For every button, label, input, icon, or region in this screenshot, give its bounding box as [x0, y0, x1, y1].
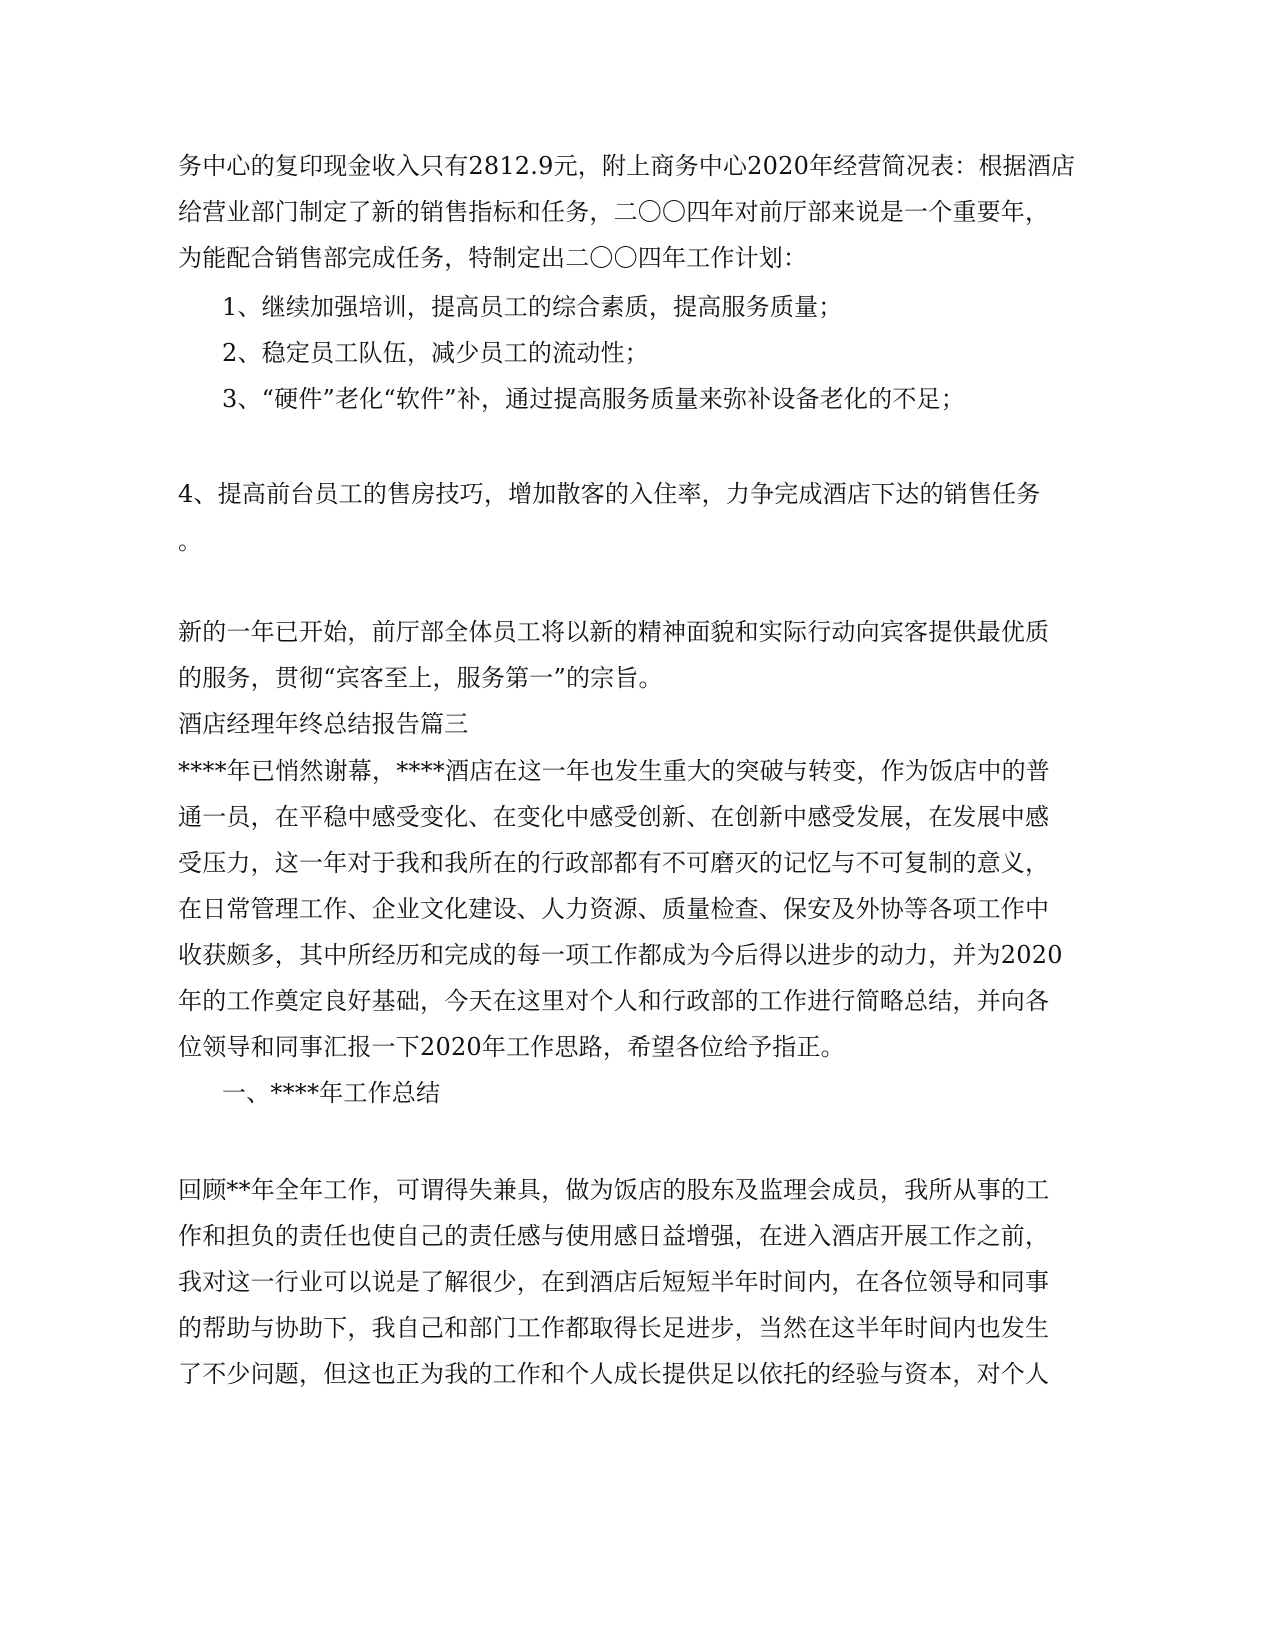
list-item: 3、“硬件”老化“软件”补，通过提高服务质量来弥补设备老化的不足； [222, 385, 965, 413]
section-heading: 酒店经理年终总结报告篇三 [178, 710, 469, 738]
paragraph-line: 在日常管理工作、企业文化建设、人力资源、质量检查、保安及外协等各项工作中 [178, 895, 1050, 923]
paragraph-line: 回顾**年全年工作，可谓得失兼具，做为饭店的股东及监理会成员，我所从事的工 [178, 1176, 1050, 1204]
paragraph-line: 位领导和同事汇报一下2020年工作思路，希望各位给予指正。 [178, 1033, 845, 1061]
list-item: 2、稳定员工队伍，减少员工的流动性； [222, 339, 649, 367]
paragraph-line: 我对这一行业可以说是了解很少，在到酒店后短短半年时间内，在各位领导和同事 [178, 1268, 1050, 1296]
list-item: 1、继续加强培训，提高员工的综合素质，提高服务质量； [222, 293, 843, 321]
paragraph-line: ****年已悄然谢幕，****酒店在这一年也发生重大的突破与转变，作为饭店中的普 [178, 757, 1050, 785]
paragraph-line: 的服务，贯彻“宾客至上，服务第一”的宗旨。 [178, 664, 663, 692]
paragraph-line: 新的一年已开始，前厅部全体员工将以新的精神面貌和实际行动向宾客提供最优质 [178, 618, 1050, 646]
paragraph-line: 收获颇多，其中所经历和完成的每一项工作都成为今后得以进步的动力，并为2020 [178, 941, 1063, 969]
paragraph-line: 。 [178, 527, 203, 555]
paragraph-line: 给营业部门制定了新的销售指标和任务，二〇〇四年对前厅部来说是一个重要年， [178, 198, 1050, 226]
paragraph-line: 了不少问题，但这也正为我的工作和个人成长提供足以依托的经验与资本，对个人 [178, 1360, 1050, 1388]
paragraph-line: 受压力，这一年对于我和我所在的行政部都有不可磨灭的记忆与不可复制的意义， [178, 849, 1050, 877]
paragraph-line: 的帮助与协助下，我自己和部门工作都取得长足进步，当然在这半年时间内也发生 [178, 1314, 1050, 1342]
paragraph-line: 通一员，在平稳中感受变化、在变化中感受创新、在创新中感受发展，在发展中感 [178, 803, 1050, 831]
paragraph-line: 为能配合销售部完成任务，特制定出二〇〇四年工作计划： [178, 244, 808, 272]
paragraph-line: 年的工作奠定良好基础，今天在这里对个人和行政部的工作进行简略总结，并向各 [178, 987, 1050, 1015]
paragraph-line: 作和担负的责任也使自己的责任感与使用感日益增强，在进入酒店开展工作之前， [178, 1222, 1050, 1250]
list-item: 4、提高前台员工的售房技巧，增加散客的入住率，力争完成酒店下达的销售任务 [178, 480, 1041, 508]
subsection-heading: 一、****年工作总结 [222, 1079, 441, 1107]
paragraph-line: 务中心的复印现金收入只有2812.9元，附上商务中心2020年经营简况表：根据酒店 [178, 152, 1076, 180]
